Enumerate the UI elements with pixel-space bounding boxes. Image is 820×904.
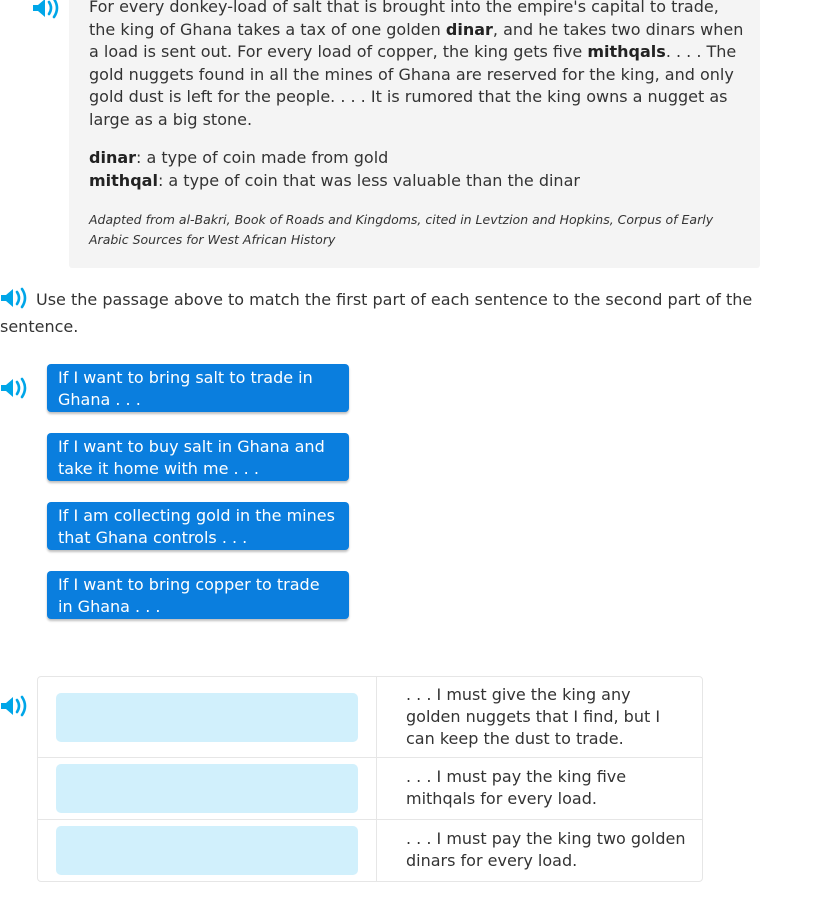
match-row xyxy=(38,758,702,820)
speaker-icon xyxy=(0,695,28,717)
match-row xyxy=(38,677,702,758)
drop-cell xyxy=(38,758,377,819)
draggable-tile-copper-trade[interactable]: If I want to bring copper to trade in Ghana . . . xyxy=(47,571,349,619)
answer-text-2: . . . I must pay the king five mithqals for every load. xyxy=(406,767,627,808)
drop-zone-3[interactable] xyxy=(56,826,358,875)
passage-box xyxy=(69,0,760,268)
speaker-icon-passage[interactable] xyxy=(32,0,60,19)
glossary xyxy=(89,146,744,192)
speaker-icon-tiles[interactable] xyxy=(0,377,28,399)
drop-cell xyxy=(38,677,377,757)
citation: Adapted from al-Bakri, Book of Roads and Kingdoms, cited in Levtzion and Hopkins, Corpus of Early Arabic Sources for West African History xyxy=(89,212,714,247)
instruction-text: Use the passage above to match the first part of each sentence to the second part of the sentence. xyxy=(0,290,753,336)
passage-paragraph: For every donkey-load of salt that is brought into the empire's capital to trade, the king of Ghana takes a tax of one golden dinar, and he takes two dinars when a load is sent out. For every load of copper, the king gets five mithqals. . . . The gold nuggets found in all the mines of Ghana are reserved for the king, and only gold dust is left for the people. . . . It is rumored that the king owns a nugget as large as a big stone. xyxy=(89,0,744,129)
draggable-tile-gold-mines[interactable]: If I am collecting gold in the mines that Ghana controls . . . xyxy=(47,502,349,550)
answer-text-1: . . . I must give the king any golden nuggets that I find, but I can keep the dust to trade. xyxy=(406,685,661,748)
match-row xyxy=(38,820,702,881)
drop-zone-2[interactable] xyxy=(56,764,358,813)
speaker-icon xyxy=(0,377,28,399)
match-table xyxy=(37,676,703,882)
glossary-item-dinar: dinar: a type of coin made from gold xyxy=(89,148,389,167)
term-dinar: dinar xyxy=(445,19,493,39)
draggable-tile-buy-salt[interactable]: If I want to buy salt in Ghana and take it home with me . . . xyxy=(47,433,349,481)
glossary-item-mithqal: mithqal: a type of coin that was less valuable than the dinar xyxy=(89,171,580,190)
answer-text-3: . . . I must pay the king two golden dinars for every load. xyxy=(406,829,686,870)
drop-zone-1[interactable] xyxy=(56,693,358,742)
speaker-icon xyxy=(32,0,60,19)
term-mithqals: mithqals xyxy=(587,42,666,61)
drop-cell xyxy=(38,820,377,881)
speaker-icon-match-table[interactable] xyxy=(0,695,28,717)
draggable-tile-salt-trade[interactable]: If I want to bring salt to trade in Ghana . . . xyxy=(47,364,349,412)
